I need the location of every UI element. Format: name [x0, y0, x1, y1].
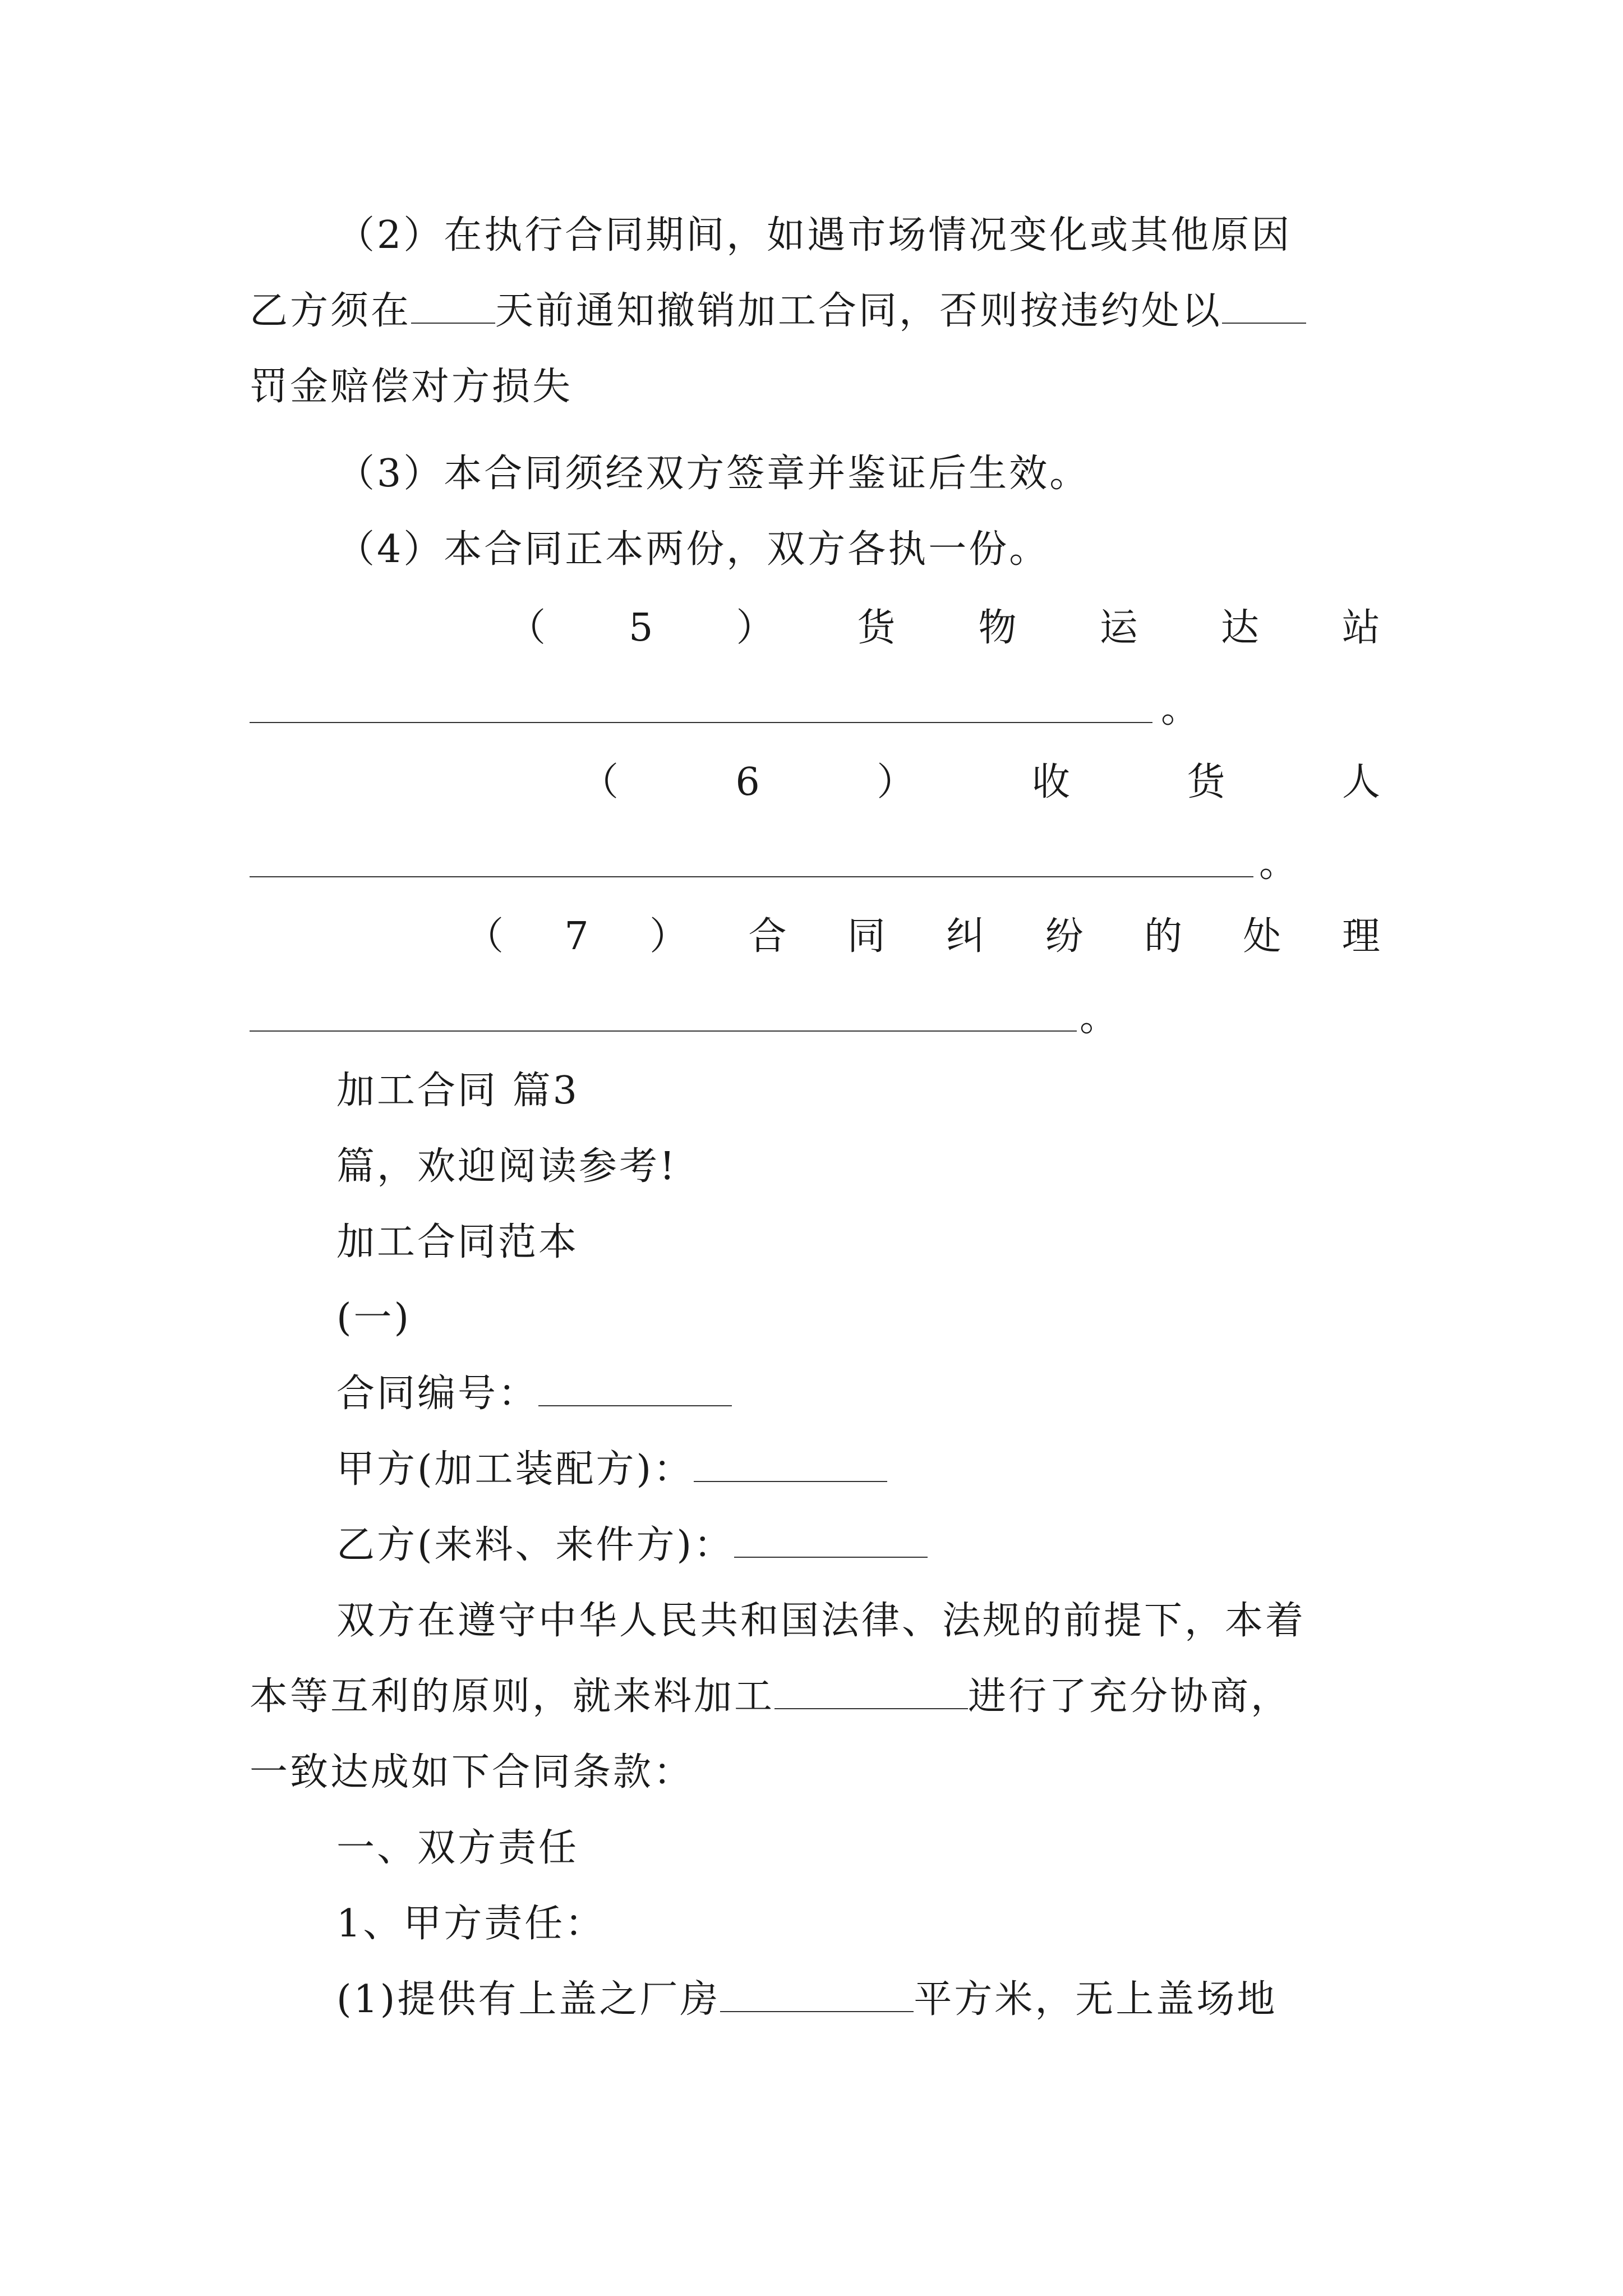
paragraph-4: （4）本合同正本两份，双方各执一份。 [336, 527, 1050, 572]
paragraph-2-line2-mid: 天前通知撤销加工合同，否则按违约处以 [495, 289, 1223, 333]
part-one-label: (一) [336, 1296, 412, 1340]
paragraph-2-line2-start: 乙方须在 [250, 289, 412, 333]
paragraph-3: （3）本合同须经双方签章并鉴证后生效。 [336, 452, 1090, 496]
duty-1-line [250, 1972, 1382, 2028]
p5-char: （ [508, 606, 548, 650]
days-blank [411, 288, 495, 324]
intro-line2 [250, 1669, 1382, 1725]
p7-char: 纷 [1045, 914, 1086, 959]
intro-line2-end: 进行了充分协商， [968, 1674, 1292, 1719]
p7-char: 理 [1341, 914, 1382, 959]
p7-char: 同 [847, 914, 888, 959]
duties-heading: 一、双方责任 [336, 1826, 579, 1870]
duty-1-start: (1)提供有上盖之厂房 [336, 1977, 721, 2022]
p6-char: 收 [1031, 760, 1072, 804]
party-a-label: 甲方(加工装配方)： [336, 1447, 694, 1492]
party-a-blank [694, 1446, 887, 1482]
paragraph-2-line3: 罚金赔偿对方损失 [250, 365, 573, 409]
p5-char: 站 [1341, 606, 1382, 650]
duty-1-end: 平方米，无上盖场地 [914, 1977, 1278, 2022]
welcome-text: 篇，欢迎阅读参考! [336, 1144, 677, 1189]
contract-number-blank [538, 1370, 732, 1406]
processing-item-blank [774, 1673, 968, 1709]
party-b-label: 乙方(来料、来件方)： [336, 1523, 735, 1567]
p6-char: ） [877, 760, 917, 804]
destination-station-blank [250, 722, 1152, 723]
party-b-line [250, 1517, 1382, 1573]
paragraph-7-heading [250, 909, 1382, 965]
p7-char: （ [465, 914, 506, 959]
p5-char: ） [736, 606, 777, 650]
p7-char: 处 [1243, 914, 1284, 959]
intro-line3: 一致达成如下合同条款： [250, 1750, 694, 1795]
section-3-title: 加工合同 篇3 [336, 1069, 579, 1113]
p5-char: 货 [857, 606, 898, 650]
paragraph-5-heading [250, 600, 1382, 656]
penalty-blank [1222, 288, 1306, 324]
contract-number-line [250, 1366, 1382, 1422]
factory-area-blank [720, 1976, 914, 2012]
paragraph-2-line2 [250, 283, 1382, 339]
p7-char: 合 [748, 914, 789, 959]
p7-char: ） [649, 914, 690, 959]
p7-char: 纠 [946, 914, 987, 959]
period: 。 [1259, 841, 1298, 886]
paragraph-6-heading [250, 754, 1382, 811]
intro-line2-start: 本等互利的原则，就来料加工 [250, 1674, 775, 1719]
intro-line1: 双方在遵守中华人民共和国法律、法规的前提下，本着 [336, 1599, 1306, 1643]
p7-char: 7 [564, 914, 591, 959]
contract-number-label: 合同编号： [336, 1372, 539, 1416]
p6-char: 货 [1187, 760, 1228, 804]
p7-char: 的 [1144, 914, 1185, 959]
period: 。 [1161, 687, 1200, 731]
p6-char: （ [580, 760, 621, 804]
period: 。 [1080, 996, 1118, 1040]
party-a-line [250, 1442, 1382, 1498]
party-b-blank [734, 1522, 928, 1558]
dispute-handling-blank [250, 1030, 1077, 1032]
consignee-blank [250, 876, 1253, 877]
sample-title: 加工合同范本 [336, 1220, 579, 1264]
p5-char: 物 [978, 606, 1019, 650]
paragraph-2-line1: （2）在执行合同期间，如遇市场情况变化或其他原因 [336, 213, 1292, 257]
party-a-duties-heading: 1、甲方责任： [336, 1902, 606, 1946]
p5-char: 达 [1220, 606, 1261, 650]
p6-char: 6 [735, 760, 762, 804]
p5-char: 运 [1099, 606, 1140, 650]
p5-char: 5 [629, 606, 656, 650]
p6-char: 人 [1341, 760, 1382, 804]
